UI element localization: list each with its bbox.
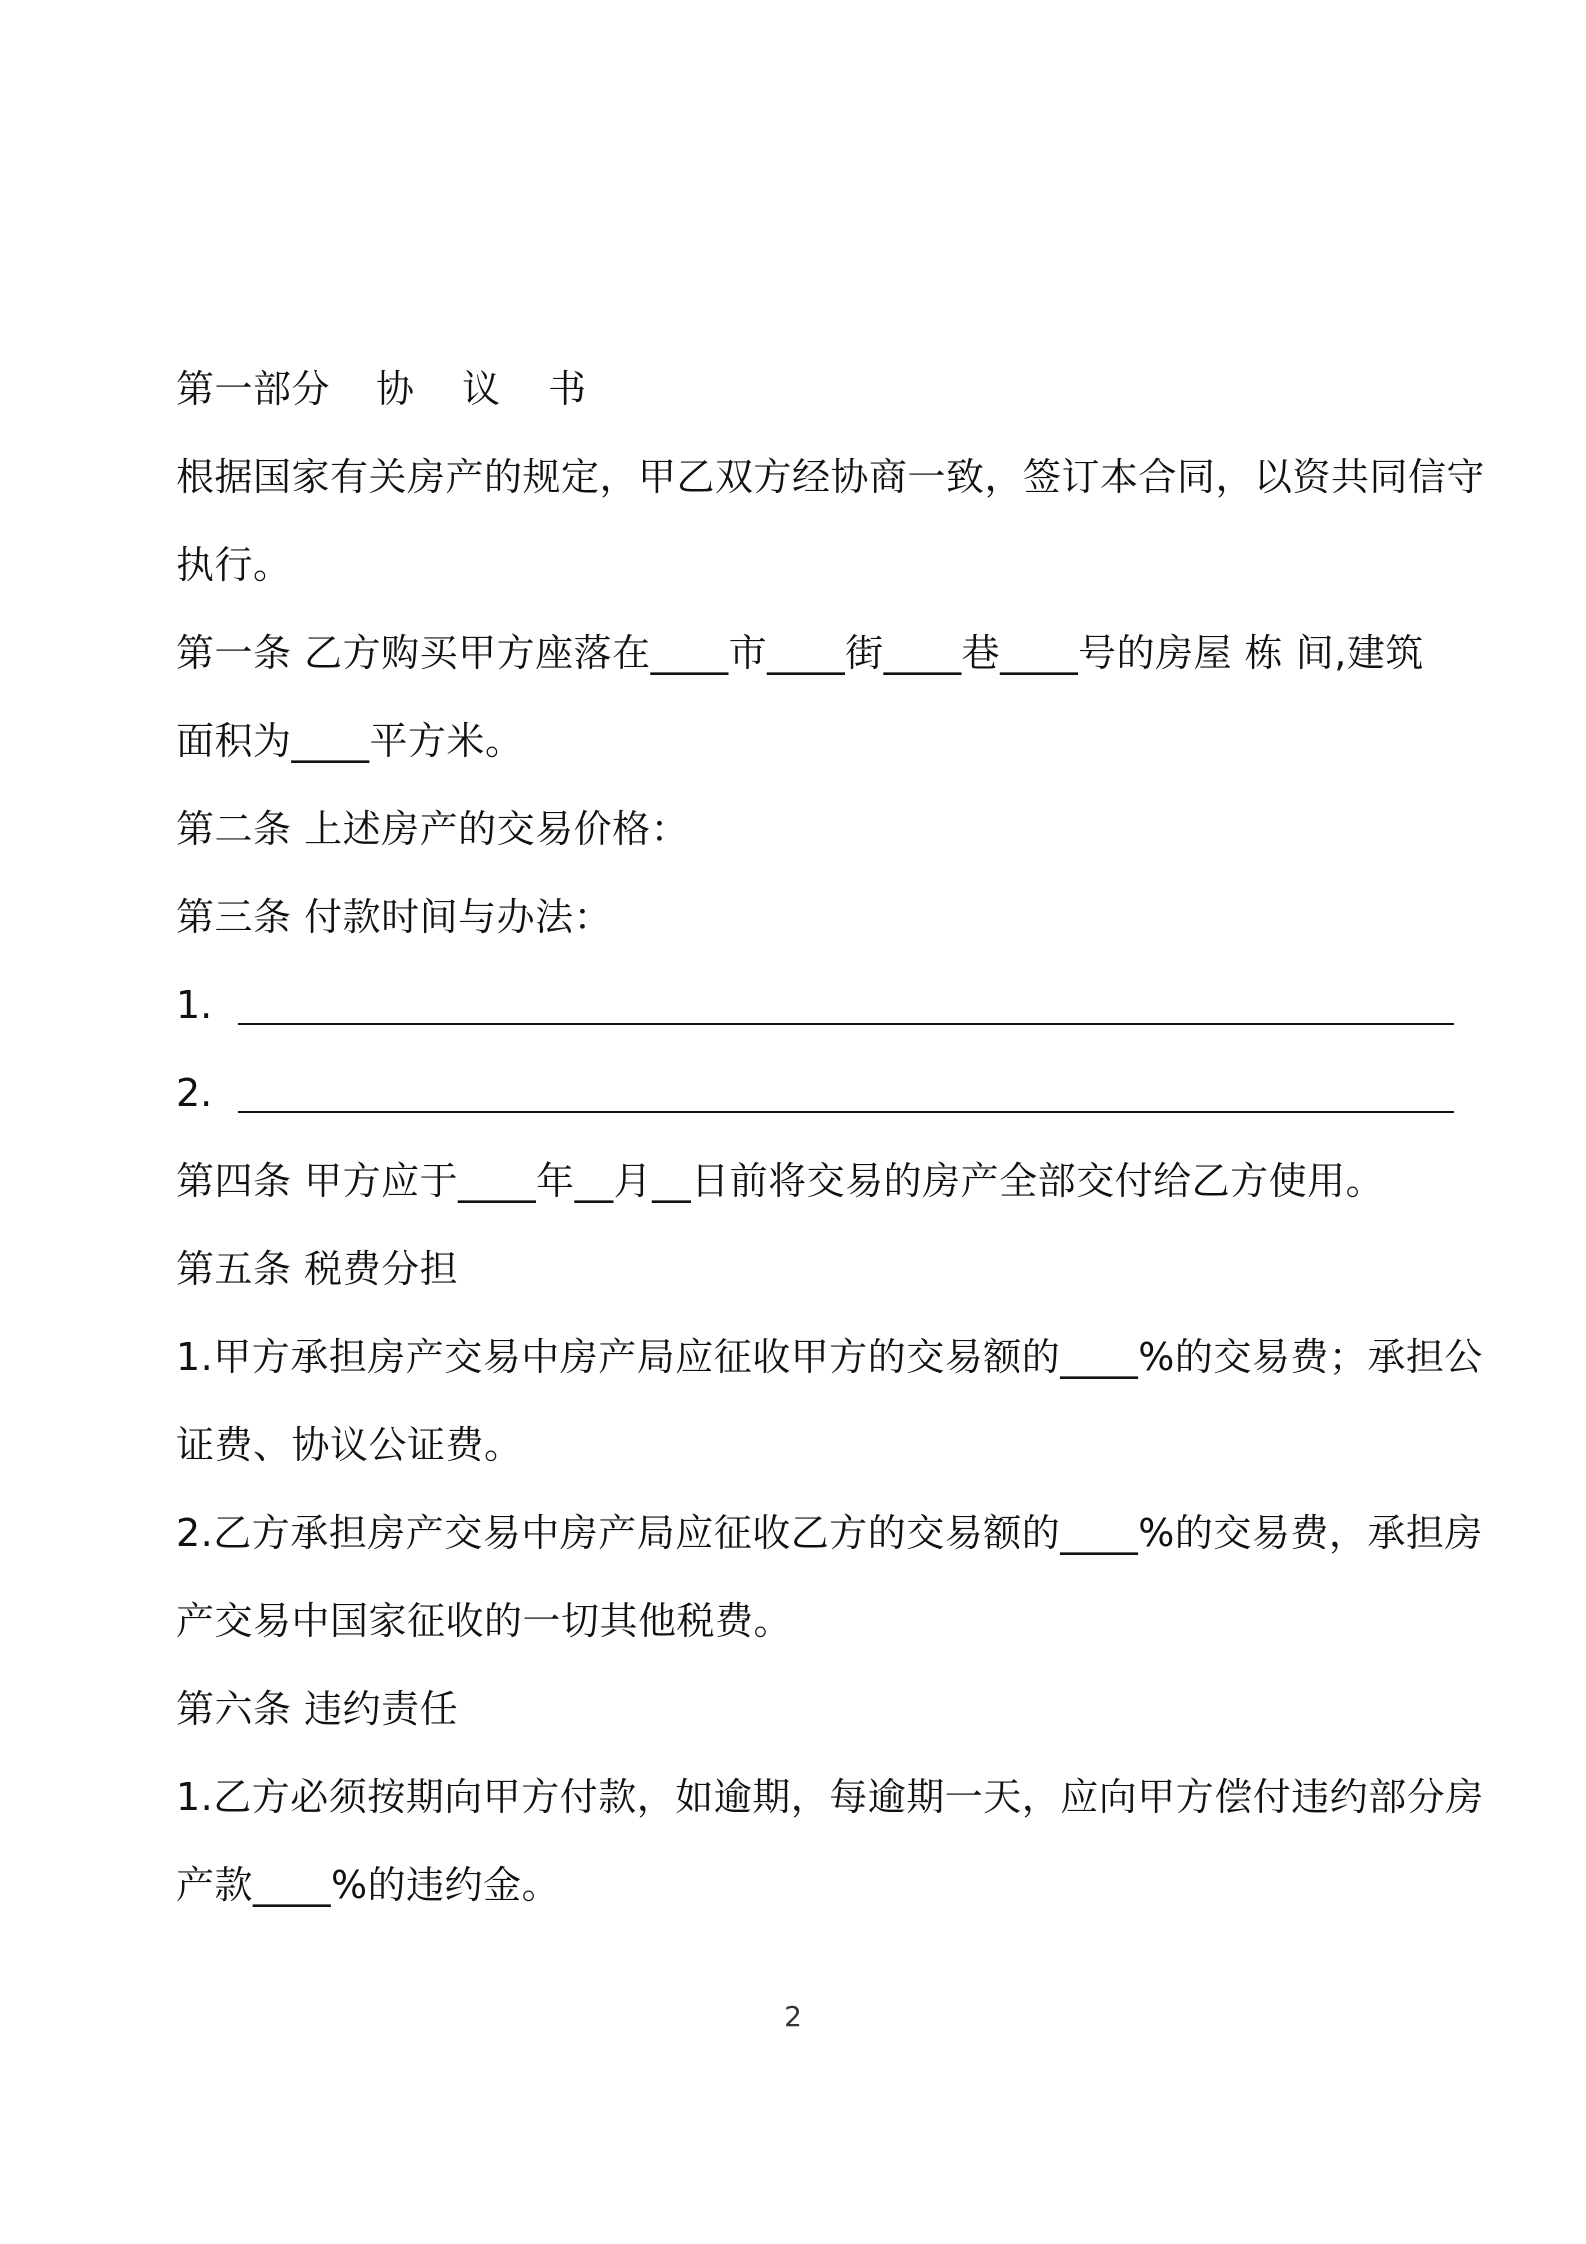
text-line: 1.甲方承担房产交易中房产局应征收甲方的交易额的____%的交易费；承担公 xyxy=(176,1335,1483,1379)
text-line: 执行。 xyxy=(176,543,292,587)
payment-item-number: 1. xyxy=(176,983,213,1027)
document-body xyxy=(176,345,1486,1929)
payment-item-number: 2. xyxy=(176,1071,213,1115)
text-line: 1.乙方必须按期向甲方付款，如逾期，每逾期一天，应向甲方偿付违约部分房 xyxy=(176,1775,1484,1819)
text-line: 证费、协议公证费。 xyxy=(176,1423,523,1467)
text-line: 2.乙方承担房产交易中房产局应征收乙方的交易额的____%的交易费，承担房 xyxy=(176,1511,1483,1555)
blank-fill-line xyxy=(238,1023,1454,1025)
text-line: 面积为____平方米。 xyxy=(176,719,524,763)
section-heading xyxy=(176,345,1454,433)
payment-item-1 xyxy=(176,961,1454,1049)
article-1-line: 第一条 乙方购买甲方座落在____市____街____巷____号的房屋 栋 间,建筑 xyxy=(176,631,1424,675)
article-4-line: 第四条 甲方应于____年__月__日前将交易的房产全部交付给乙方使用。 xyxy=(176,1159,1385,1203)
article-5-heading: 第五条 税费分担 xyxy=(176,1247,459,1291)
text-line: 产交易中国家征收的一切其他税费。 xyxy=(176,1599,793,1643)
blank-fill-line xyxy=(238,1111,1454,1113)
heading-title: 协 议 书 xyxy=(376,367,605,411)
article-6-heading: 第六条 违约责任 xyxy=(176,1687,459,1731)
heading-part: 第一部分 xyxy=(176,367,331,411)
article-2-line: 第二条 上述房产的交易价格： xyxy=(176,807,690,851)
article-3-line: 第三条 付款时间与办法： xyxy=(176,895,613,939)
text-line: 产款____%的违约金。 xyxy=(176,1863,561,1907)
text-line: 根据国家有关房产的规定，甲乙双方经协商一致，签订本合同，以资共同信守 xyxy=(176,455,1486,499)
page-number: 2 xyxy=(784,2000,802,2033)
payment-item-2 xyxy=(176,1049,1454,1137)
